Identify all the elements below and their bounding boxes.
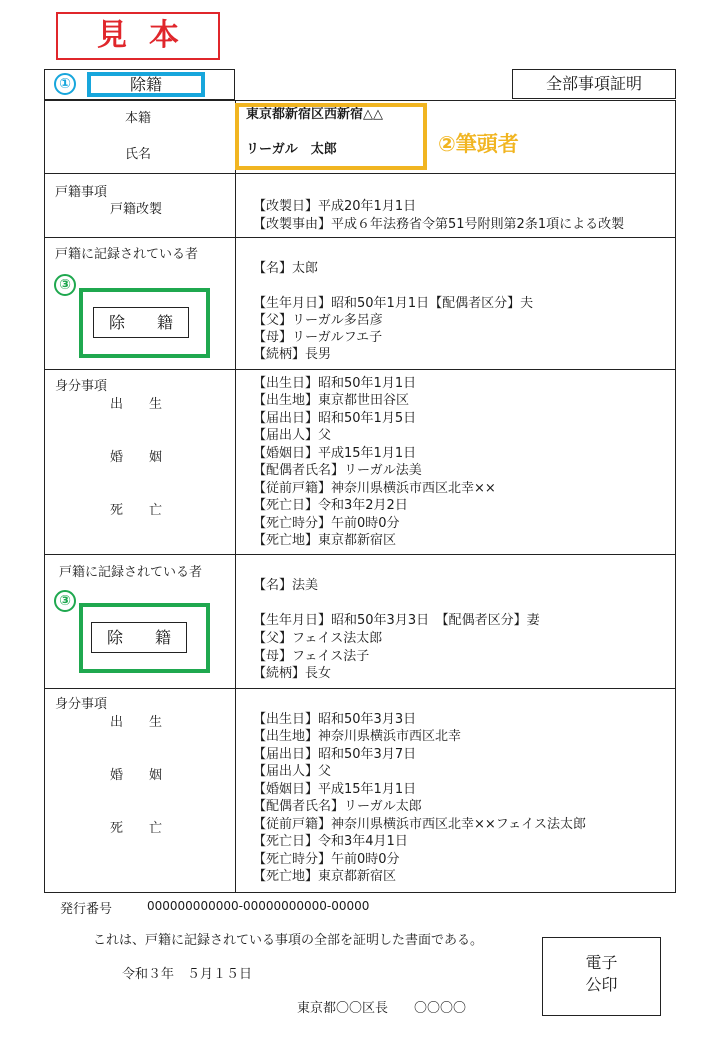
person2-mibun-line: 【婚姻日】平成15年1月1日 bbox=[253, 782, 417, 797]
koseki-jiko-line: 【改製事由】平成６年法務省令第51号附則第2条1項による改製 bbox=[253, 217, 625, 232]
marker-1: ① bbox=[54, 73, 76, 95]
person1-line: 【生年月日】昭和50年1月1日【配偶者区分】夫 bbox=[253, 296, 534, 311]
hittousha-label: ②筆頭者 bbox=[438, 132, 519, 156]
person2-mibun-line: 【配偶者氏名】リーガル太郎 bbox=[253, 799, 422, 814]
honseki-value: 東京都新宿区西新宿△△ bbox=[246, 107, 383, 122]
person1-mibun-line: 【婚姻日】平成15年1月1日 bbox=[253, 446, 417, 461]
person1-jyoseki: 除 籍 bbox=[93, 307, 189, 338]
person2-mibun-line: 【死亡時分】午前0時0分 bbox=[253, 852, 400, 867]
name-value: リーガル 太郎 bbox=[246, 142, 337, 157]
person2-birth-label: 出 生 bbox=[110, 715, 163, 730]
issue-label: 発行番号 bbox=[60, 902, 113, 917]
person1-line: 【母】リーガルフエ子 bbox=[253, 330, 383, 345]
person2-mibun-line: 【届出人】父 bbox=[253, 764, 332, 779]
person1-mibun-line: 【届出人】父 bbox=[253, 428, 332, 443]
certificate-type: 全部事項証明 bbox=[512, 69, 676, 99]
person1-line: 【名】太郎 bbox=[253, 261, 319, 276]
person2-marriage-label: 婚 姻 bbox=[110, 768, 163, 783]
person1-mibun-line: 【出生日】昭和50年1月1日 bbox=[253, 376, 417, 391]
jyoseki-tag: 除籍 bbox=[87, 72, 205, 97]
person2-line: 【名】法美 bbox=[253, 578, 319, 593]
seal-line: 電子 bbox=[585, 953, 618, 972]
person1-mibun-line: 【配偶者氏名】リーガル法美 bbox=[253, 463, 422, 478]
koseki-jiko-label: 戸籍事項 bbox=[55, 185, 108, 200]
person1-line: 【続柄】長男 bbox=[253, 347, 332, 362]
person1-mibun-line: 【死亡地】東京都新宿区 bbox=[253, 533, 397, 548]
person2-mibun-line: 【出生地】神奈川県横浜市西区北幸 bbox=[253, 729, 462, 744]
person2-line: 【母】フェイス法子 bbox=[253, 649, 370, 664]
person2-line: 【生年月日】昭和50年3月3日 【配偶者区分】妻 bbox=[253, 613, 540, 628]
person1-mibun-line: 【出生地】東京都世田谷区 bbox=[253, 393, 410, 408]
row-divider bbox=[44, 369, 676, 370]
hittousha-highlight bbox=[235, 103, 427, 170]
sample-stamp: 見本 bbox=[56, 12, 220, 60]
name-label: 氏名 bbox=[125, 147, 152, 162]
person2-mibun-line: 【死亡日】令和3年4月1日 bbox=[253, 834, 408, 849]
row-divider bbox=[44, 237, 676, 238]
marker-3: ③ bbox=[54, 590, 76, 612]
person2-mibun-line: 【死亡地】東京都新宿区 bbox=[253, 869, 397, 884]
row-divider bbox=[44, 173, 676, 174]
issue-date: 令和３年 ５月１５日 bbox=[122, 967, 253, 982]
issue-number: 000000000000-00000000000-00000 bbox=[147, 899, 370, 913]
person2-mibun-line: 【届出日】昭和50年3月7日 bbox=[253, 747, 417, 762]
person2-mibun-line: 【従前戸籍】神奈川県横浜市西区北幸××フェイス法太郎 bbox=[253, 817, 587, 832]
person1-mibun-line: 【従前戸籍】神奈川県横浜市西区北幸×× bbox=[253, 481, 496, 496]
person2-death-label: 死 亡 bbox=[110, 821, 163, 836]
person1-mibun-line: 【死亡時分】午前0時0分 bbox=[253, 516, 400, 531]
person2-section-label: 戸籍に記録されている者 bbox=[59, 565, 203, 580]
person1-line: 【父】リーガル多呂彦 bbox=[253, 313, 383, 328]
person2-line: 【続柄】長女 bbox=[253, 666, 332, 681]
row-divider bbox=[44, 554, 676, 555]
electronic-seal bbox=[542, 937, 661, 1016]
honseki-label: 本籍 bbox=[125, 111, 152, 126]
koseki-jiko-line: 【改製日】平成20年1月1日 bbox=[253, 199, 417, 214]
person1-marriage-label: 婚 姻 bbox=[110, 450, 163, 465]
person1-death-label: 死 亡 bbox=[110, 503, 163, 518]
certification-statement: これは、戸籍に記録されている事項の全部を証明した書面である。 bbox=[93, 933, 484, 948]
person2-line: 【父】フェイス法太郎 bbox=[253, 631, 383, 646]
marker-3: ③ bbox=[54, 274, 76, 296]
seal-line: 公印 bbox=[585, 975, 618, 994]
person1-mibun-line: 【届出日】昭和50年1月5日 bbox=[253, 411, 417, 426]
row-divider bbox=[44, 688, 676, 689]
person2-mibun-line: 【出生日】昭和50年3月3日 bbox=[253, 712, 417, 727]
person1-section-label: 戸籍に記録されている者 bbox=[55, 247, 199, 262]
person1-mibun-line: 【死亡日】令和3年2月2日 bbox=[253, 498, 408, 513]
koseki-kaisei-label: 戸籍改製 bbox=[110, 202, 163, 217]
person1-mibun-label: 身分事項 bbox=[55, 379, 108, 394]
person2-jyoseki: 除 籍 bbox=[91, 622, 187, 653]
signer: 東京都〇〇区長 〇〇〇〇 bbox=[297, 1001, 467, 1016]
person1-birth-label: 出 生 bbox=[110, 397, 163, 412]
column-divider bbox=[235, 100, 236, 893]
person2-mibun-label: 身分事項 bbox=[55, 697, 108, 712]
